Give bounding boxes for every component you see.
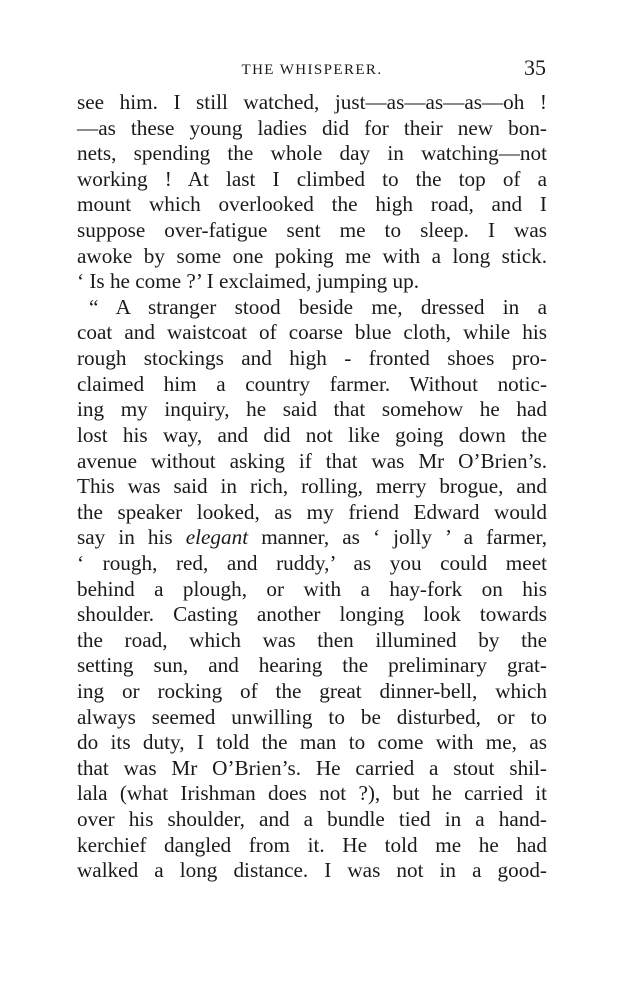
text-line: ing my inquiry, he said that somehow he had <box>77 397 547 422</box>
text-segment: manner, as ‘ jolly ’ a farmer, <box>261 525 548 550</box>
text-line-with-emphasis <box>77 525 547 551</box>
text-line: mount which overlooked the high road, and I <box>77 192 547 217</box>
text-line: the speaker looked, as my friend Edward would <box>77 499 547 524</box>
text-line: kerchief dangled from it. He told me he had <box>77 832 547 857</box>
text-line: coat and waistcoat of coarse blue cloth, while his <box>77 320 547 345</box>
text-line: rough stockings and high - fronted shoes pro- <box>77 346 547 371</box>
text-line: always seemed unwilling to be disturbed, or to <box>77 704 547 729</box>
text-line: behind a plough, or with a hay-fork on his <box>77 576 547 601</box>
text-line: see him. I still watched, just—as—as—as—oh ! <box>77 90 547 114</box>
text-line: suppose over-fatigue sent me to sleep. I was <box>77 218 547 243</box>
text-line: ‘ Is he come ?’ I exclaimed, jumping up. <box>77 269 420 294</box>
running-title: THE WHISPERER. <box>241 62 383 78</box>
emphasized-word: elegant <box>185 525 249 550</box>
text-line: ing or rocking of the great dinner-bell, which <box>77 679 547 704</box>
text-line: “ A stranger stood beside me, dressed in a <box>89 294 547 319</box>
page-number: 35 <box>524 55 546 80</box>
text-line: setting sun, and hearing the preliminary grat- <box>77 653 547 678</box>
body-text <box>77 90 547 884</box>
text-line: lala (what Irishman does not ?), but he carried it <box>77 781 547 806</box>
text-line: This was said in rich, rolling, merry brogue, and <box>77 474 547 499</box>
text-segment: say in his <box>77 525 173 550</box>
text-line: walked a long distance. I was not in a good- <box>77 858 547 883</box>
text-line: nets, spending the whole day in watching—not <box>77 141 547 166</box>
text-line: claimed him a country farmer. Without notic- <box>77 371 547 396</box>
text-line: lost his way, and did not like going down the <box>77 422 547 447</box>
text-line: shoulder. Casting another longing look towards <box>77 602 547 627</box>
text-line: working ! At last I climbed to the top of a <box>77 166 547 191</box>
text-line: awoke by some one poking me with a long stick. <box>77 243 547 268</box>
running-head <box>78 55 546 84</box>
text-line: do its duty, I told the man to come with me, as <box>77 730 547 755</box>
text-line: ‘ rough, red, and ruddy,’ as you could meet <box>77 550 547 575</box>
text-line: avenue without asking if that was Mr O’Brien’s. <box>77 448 547 473</box>
text-line: over his shoulder, and a bundle tied in a hand- <box>77 807 547 832</box>
text-line: the road, which was then illumined by the <box>77 627 547 652</box>
text-line: that was Mr O’Brien’s. He carried a stout shil- <box>77 755 547 780</box>
text-line: —as these young ladies did for their new bon- <box>77 115 547 140</box>
